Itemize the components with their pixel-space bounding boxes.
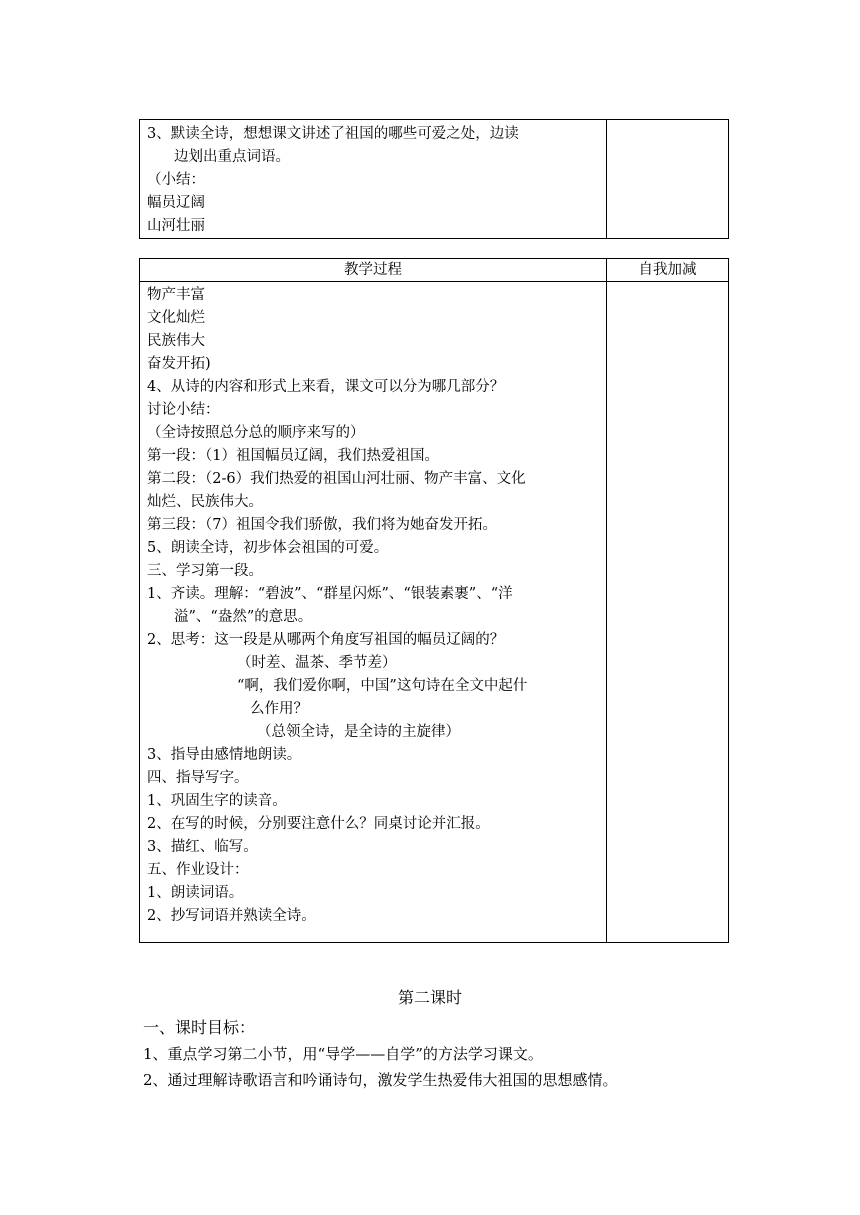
text-line: 物产丰富 <box>147 287 205 303</box>
table-continued <box>139 119 729 239</box>
text-line: 3、指导由感情地朗读。 <box>147 747 302 763</box>
text-line: 1、巩固生字的读音。 <box>147 793 287 809</box>
text-line: 2、在写的时候，分别要注意什么？同桌讨论并汇报。 <box>147 816 490 832</box>
text-line: （总领全诗，是全诗的主旋律） <box>257 724 460 740</box>
text-line: “啊，我们爱你啊，中国”这句诗在全文中起什 <box>237 678 528 694</box>
process-cell <box>140 282 607 943</box>
text-line: 民族伟大 <box>147 333 205 349</box>
text-line: 2、抄写词语并熟读全诗。 <box>147 908 316 924</box>
text-line: 四、指导写字。 <box>147 770 249 786</box>
text-line: 幅员辽阔 <box>147 195 205 211</box>
process-cell <box>140 120 607 239</box>
text-line: 么作用？ <box>250 701 308 717</box>
text-line: （时差、温茶、季节差） <box>237 655 397 671</box>
text-line: 灿烂、民族伟大。 <box>147 494 263 510</box>
text-line: 五、作业设计： <box>147 862 249 878</box>
text-line: 2、思考：这一段是从哪两个角度写祖国的幅员辽阔的？ <box>147 632 505 648</box>
header-process: 教学过程 <box>140 259 607 282</box>
text-line: 1、齐读。理解：“碧波”、“群星闪烁”、“银装素裹”、“洋 <box>147 586 513 602</box>
text-line: 第三段：（7）祖国令我们骄傲，我们将为她奋发开拓。 <box>147 517 497 533</box>
text-line: 3、描红、临写。 <box>147 839 258 855</box>
text-line: （全诗按照总分总的顺序来写的） <box>147 425 365 441</box>
header-self: 自我加减 <box>607 259 729 282</box>
text-line: 山河壮丽 <box>147 218 205 234</box>
self-adjust-cell <box>607 120 729 239</box>
goal-line: 2、通过理解诗歌语言和吟诵诗句，激发学生热爱伟大祖国的思想感情。 <box>143 1071 618 1089</box>
text-line: 第二段：（2-6）我们热爱的祖国山河壮丽、物产丰富、文化 <box>147 471 526 487</box>
section-heading: 一、课时目标： <box>143 1018 256 1037</box>
text-line: 讨论小结： <box>147 402 220 418</box>
text-line: 3、默读全诗，想想课文讲述了祖国的哪些可爱之处，边读 <box>147 126 519 142</box>
self-adjust-cell <box>607 282 729 943</box>
text-line: 4、从诗的内容和形式上来看，课文可以分为哪几部分？ <box>147 379 505 395</box>
text-line: 文化灿烂 <box>147 310 205 326</box>
lesson-title: 第二课时 <box>397 988 462 1007</box>
text-line: 奋发开拓) <box>147 356 211 372</box>
text-line: 边划出重点词语。 <box>174 149 290 165</box>
text-line: 三、学习第一段。 <box>147 563 263 579</box>
text-line: （小结： <box>147 172 205 188</box>
table-teaching-process <box>139 258 729 943</box>
text-line: 1、朗读词语。 <box>147 885 244 901</box>
text-line: 溢”、“盎然”的意思。 <box>174 609 313 625</box>
text-line: 第一段：（1）祖国幅员辽阔，我们热爱祖国。 <box>147 448 439 464</box>
text-line: 5、朗读全诗，初步体会祖国的可爱。 <box>147 540 389 556</box>
goal-line: 1、重点学习第二小节，用“导学——自学”的方法学习课文。 <box>143 1045 543 1063</box>
